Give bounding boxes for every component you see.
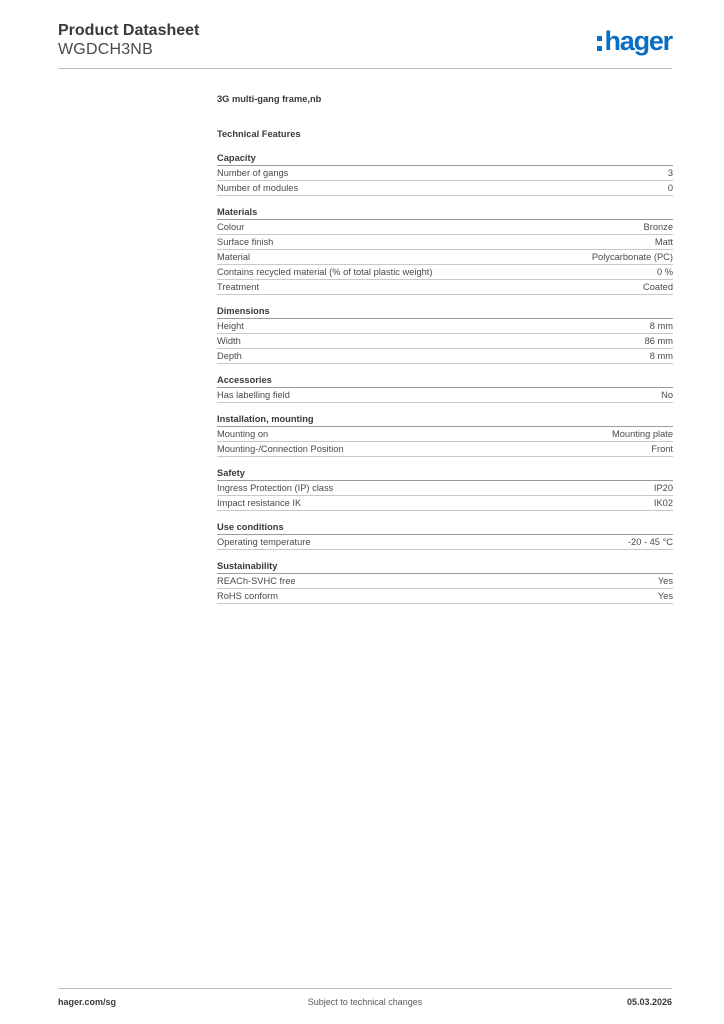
feature-value: Mounting plate	[612, 429, 673, 439]
feature-label: Depth	[217, 351, 242, 361]
feature-section	[217, 152, 673, 196]
feature-section	[217, 305, 673, 364]
hager-logo	[597, 26, 672, 56]
datasheet-content	[217, 92, 673, 604]
feature-row	[217, 496, 673, 511]
feature-value: Front	[651, 444, 673, 454]
feature-value: -20 - 45 °C	[627, 537, 673, 547]
feature-section	[217, 206, 673, 295]
page-header	[58, 22, 199, 60]
logo-colon-icon	[597, 36, 602, 51]
feature-label: Number of gangs	[217, 168, 289, 178]
feature-row	[217, 388, 673, 403]
product-code: WGDCH3NB	[58, 41, 153, 58]
section-title: Sustainability	[217, 560, 673, 574]
document-title: Product Datasheet	[58, 22, 200, 39]
feature-section	[217, 560, 673, 604]
feature-section	[217, 521, 673, 550]
feature-value: Yes	[657, 591, 673, 601]
feature-row	[217, 349, 673, 364]
footer-divider	[58, 988, 672, 989]
feature-row	[217, 235, 673, 250]
feature-label: Impact resistance IK	[217, 498, 302, 508]
feature-value: 86 mm	[644, 336, 673, 346]
feature-row	[217, 250, 673, 265]
section-title: Materials	[217, 206, 673, 220]
feature-row	[217, 280, 673, 295]
feature-row	[217, 166, 673, 181]
logo-text: hager	[604, 26, 672, 56]
feature-label: Mounting-/Connection Position	[217, 444, 344, 454]
feature-row	[217, 589, 673, 604]
feature-value: 0 %	[656, 267, 673, 277]
section-title: Use conditions	[217, 521, 673, 535]
feature-value: Polycarbonate (PC)	[591, 252, 673, 262]
feature-row	[217, 574, 673, 589]
technical-features-title: Technical Features	[217, 129, 301, 139]
feature-label: Mounting on	[217, 429, 269, 439]
header-divider	[58, 68, 672, 69]
feature-row	[217, 220, 673, 235]
section-title: Safety	[217, 467, 673, 481]
feature-row	[217, 427, 673, 442]
feature-row	[217, 319, 673, 334]
feature-label: Has labelling field	[217, 390, 290, 400]
feature-value: No	[661, 390, 673, 400]
feature-row	[217, 181, 673, 196]
footer-website: hager.com/sg	[58, 997, 117, 1007]
feature-sections	[217, 152, 673, 604]
footer-date: 05.03.2026	[626, 997, 672, 1007]
feature-value: Matt	[654, 237, 673, 247]
section-title: Dimensions	[217, 305, 673, 319]
feature-section	[217, 467, 673, 511]
feature-label: REACh-SVHC free	[217, 576, 296, 586]
feature-label: Ingress Protection (IP) class	[217, 483, 334, 493]
footer-notice: Subject to technical changes	[307, 997, 423, 1007]
feature-value: IP20	[653, 483, 673, 493]
feature-label: Treatment	[217, 282, 260, 292]
feature-row	[217, 334, 673, 349]
feature-section	[217, 413, 673, 457]
feature-value: 3	[667, 168, 673, 178]
feature-label: Width	[217, 336, 241, 346]
feature-value: Coated	[643, 282, 673, 292]
feature-row	[217, 535, 673, 550]
feature-value: 8 mm	[649, 321, 673, 331]
page-footer	[58, 997, 672, 1009]
feature-row	[217, 481, 673, 496]
feature-label: Height	[217, 321, 244, 331]
feature-label: Contains recycled material (% of total plastic weight)	[217, 267, 433, 277]
feature-label: Material	[217, 252, 251, 262]
feature-label: Surface finish	[217, 237, 274, 247]
feature-label: Colour	[217, 222, 245, 232]
feature-value: 0	[667, 183, 673, 193]
feature-label: Number of modules	[217, 183, 299, 193]
product-name: 3G multi-gang frame,nb	[217, 94, 322, 104]
feature-row	[217, 442, 673, 457]
feature-section	[217, 374, 673, 403]
feature-row	[217, 265, 673, 280]
feature-value: 8 mm	[649, 351, 673, 361]
feature-value: IK02	[653, 498, 673, 508]
section-title: Installation, mounting	[217, 413, 673, 427]
feature-value: Bronze	[643, 222, 673, 232]
feature-value: Yes	[657, 576, 673, 586]
feature-label: RoHS conform	[217, 591, 278, 601]
feature-label: Operating temperature	[217, 537, 311, 547]
section-title: Accessories	[217, 374, 673, 388]
section-title: Capacity	[217, 152, 673, 166]
